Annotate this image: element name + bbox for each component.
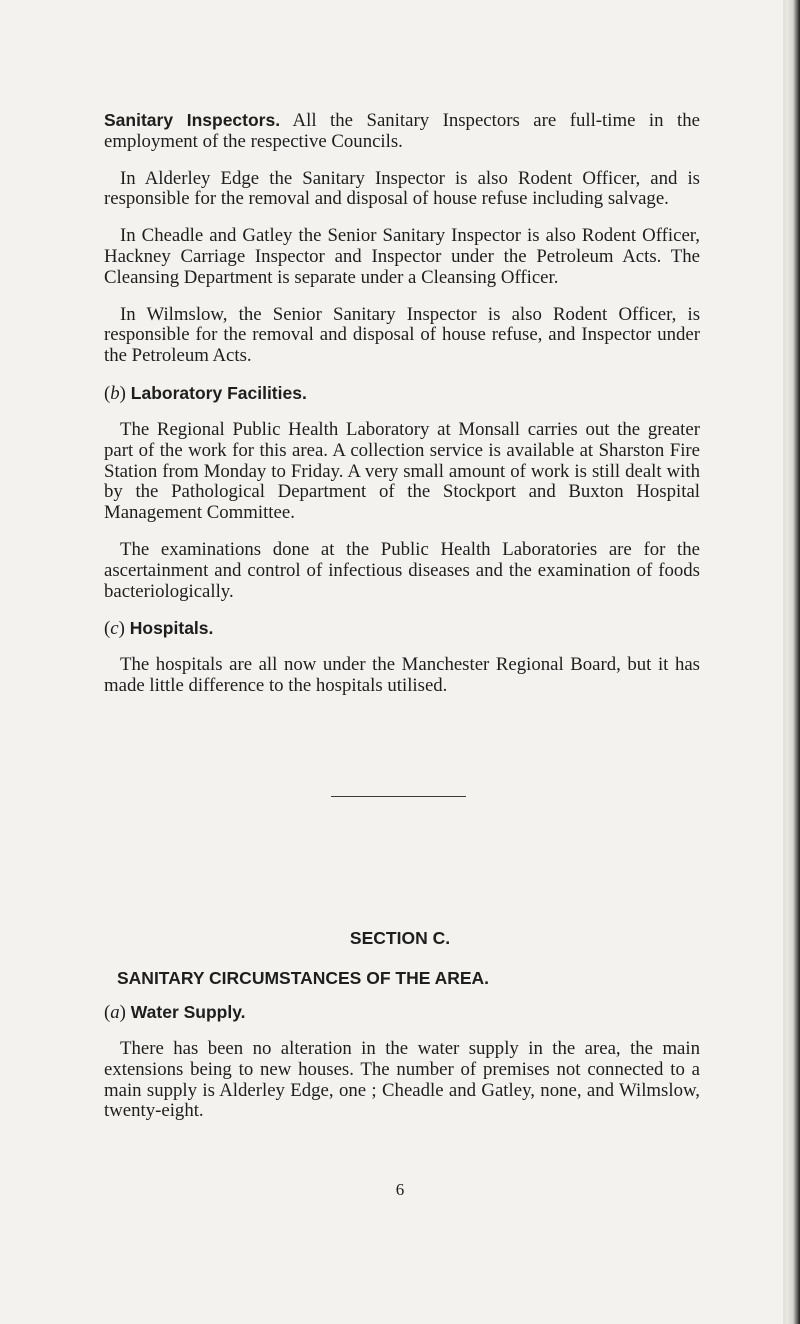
paragraph-lead: Sanitary Inspectors. (104, 110, 281, 130)
page-edge-shadow (786, 0, 800, 1324)
section-title: SANITARY CIRCUMSTANCES OF THE AREA. (117, 968, 490, 988)
heading-title: Water Supply. (130, 1002, 246, 1022)
section-heading: SECTION C. (349, 928, 451, 948)
paragraph-laboratory-1: The Regional Public Health Laboratory at Monsall carries out the greater part of the work for this area. A collection service is available at Sharston Fire Station from Monday to Friday. A very small amount of work is still dealt with by the Pathological Department of the Stockport and Buxton Hospital Management Committee. (104, 418, 700, 524)
heading-label: (a) (104, 1002, 126, 1023)
page-edge-strip (783, 0, 786, 1324)
heading-laboratory-facilities (104, 383, 700, 404)
paragraph-sanitary-inspectors (104, 110, 700, 153)
heading-title: Hospitals. (129, 618, 214, 639)
paragraph-text: All the Sanitary Inspectors are full-time in the employment of the respective Councils. (104, 110, 700, 152)
heading-hospitals (104, 618, 700, 639)
paragraph-alderley-edge: In Alderley Edge the Sanitary Inspector is also Rodent Officer, and is responsible for the removal and disposal of house refuse including salvage. (104, 167, 700, 210)
page-number: 6 (395, 1180, 405, 1199)
paragraph-hospitals: The hospitals are all now under the Manchester Regional Board, but it has made little difference to the hospitals utilised. (104, 654, 700, 697)
document-upper-body (104, 110, 700, 697)
heading-label: (b) (104, 382, 126, 404)
paragraph-water-supply: There has been no alteration in the water supply in the area, the main extensions being to new houses. The number of premises not connected to a main supply is Alderley Edge, one ; Cheadle and Gatley, none, and Wilmslow, twenty-eight. (104, 1038, 700, 1122)
section-divider (331, 796, 466, 797)
paragraph-laboratory-2: The examinations done at the Public Health Laboratories are for the ascertainment and control of infectious diseases and the examination of foods bacteriologically. (104, 538, 700, 602)
heading-water-supply (104, 1002, 700, 1023)
paragraph-wilmslow: In Wilmslow, the Senior Sanitary Inspector is also Rodent Officer, is responsible for the removal and disposal of house refuse, and Inspector under the Petroleum Acts. (104, 303, 700, 367)
paragraph-cheadle-gatley: In Cheadle and Gatley the Senior Sanitary Inspector is also Rodent Officer, Hackney Carriage Inspector and Inspector under the Petroleum Acts. The Cleansing Department is separate under a Cleansing Officer. (104, 225, 700, 288)
heading-label: (c) (104, 618, 125, 640)
document-lower-body (104, 1002, 700, 1122)
heading-title: Laboratory Facilities. (130, 382, 307, 403)
